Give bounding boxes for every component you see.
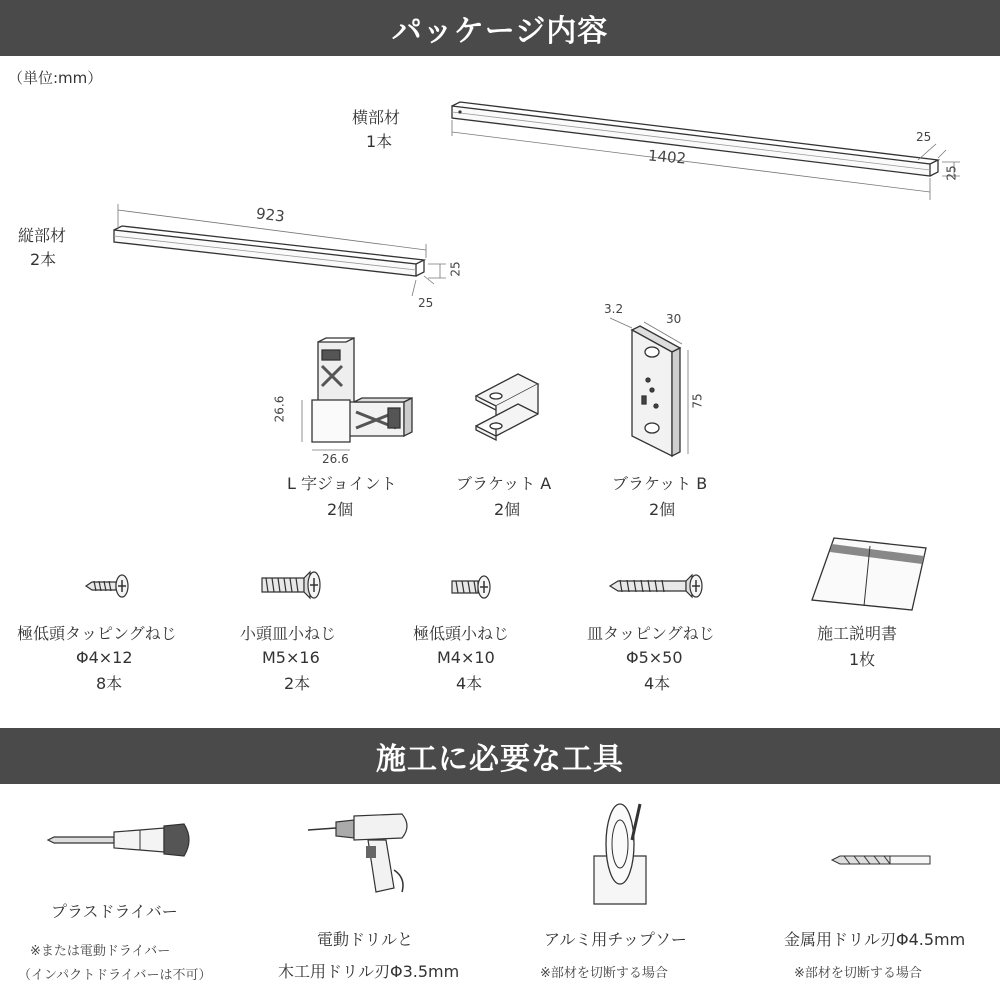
metal-drill-bit-illustration [830, 850, 934, 870]
screw-2-name: 小頭皿小ねじ [240, 624, 337, 643]
bracket-b-height-label: 75 [690, 393, 705, 409]
horizontal-width-label: 25 [916, 130, 932, 144]
manual-qty: 1枚 [849, 650, 876, 669]
l-joint-name: L 字ジョイント [287, 474, 397, 493]
tool-4-note1: ※部材を切断する場合 [794, 966, 922, 981]
bracket-a-illustration [466, 370, 556, 450]
horizontal-length-label: 1402 [647, 146, 687, 168]
l-joint-qty: 2個 [327, 500, 354, 519]
screw-4-name: 皿タッピングねじ [587, 624, 715, 643]
screw-3-name: 極低頭小ねじ [413, 624, 510, 643]
tool-1-note1: ※または電動ドライバー [30, 944, 171, 959]
bracket-b-name: ブラケット B [612, 474, 708, 493]
tool-2-name: 電動ドリルと [317, 930, 414, 949]
tool-1-note2: （インパクトドライバーは不可） [18, 968, 212, 983]
vertical-member-name: 縦部材 [18, 226, 67, 245]
l-joint-illustration [296, 336, 416, 456]
screw-2-qty: 2本 [284, 674, 311, 693]
vertical-width-label: 25 [418, 296, 434, 310]
tool-2-note1: 木工用ドリル刃Φ3.5mm [278, 962, 460, 981]
bracket-b-illustration [604, 316, 714, 466]
vertical-length-label: 923 [255, 204, 286, 226]
electric-drill-illustration [306, 808, 416, 898]
tool-4-name: 金属用ドリル刃Φ4.5mm [784, 930, 966, 949]
screw-4-illustration [608, 572, 708, 600]
l-joint-width-label: 26.6 [322, 452, 349, 466]
screw-1-size: Φ4×12 [76, 648, 133, 667]
horizontal-member-qty: 1本 [366, 132, 393, 151]
screwdriver-illustration [44, 820, 200, 860]
vertical-member-qty: 2本 [30, 250, 57, 269]
horizontal-bar-illustration [440, 100, 980, 210]
screw-3-illustration [450, 574, 496, 600]
screw-1-qty: 8本 [96, 674, 123, 693]
tool-3-note1: ※部材を切断する場合 [540, 966, 668, 981]
tool-1-name: プラスドライバー [51, 902, 178, 921]
required-tools-banner [0, 728, 1000, 784]
l-joint-height-label: 26.6 [272, 395, 287, 423]
screw-1-name: 極低頭タッピングねじ [17, 624, 177, 643]
manual-illustration [806, 534, 930, 614]
tool-3-name: アルミ用チップソー [544, 930, 687, 949]
bracket-b-thickness-label: 3.2 [604, 302, 624, 316]
horizontal-member-name: 横部材 [352, 108, 401, 127]
screw-4-size: Φ5×50 [626, 648, 683, 667]
manual-name: 施工説明書 [817, 624, 898, 643]
required-tools-title: 施工に必要な工具 [376, 742, 624, 777]
bracket-b-qty: 2個 [649, 500, 676, 519]
bracket-b-width-label: 30 [666, 312, 682, 326]
vertical-height-label: 25 [448, 261, 463, 277]
screw-2-illustration [258, 570, 328, 600]
screw-3-size: M4×10 [437, 648, 495, 667]
screw-2-size: M5×16 [262, 648, 320, 667]
horizontal-height-label: 25 [944, 165, 959, 181]
unit-note: （単位:mm） [8, 69, 103, 87]
package-contents-banner [0, 0, 1000, 56]
chip-saw-illustration [584, 800, 668, 910]
bracket-a-name: ブラケット A [456, 474, 552, 493]
screw-4-qty: 4本 [644, 674, 671, 693]
package-contents-title: パッケージ内容 [391, 14, 609, 49]
screw-1-illustration [84, 572, 134, 600]
screw-3-qty: 4本 [456, 674, 483, 693]
bracket-a-qty: 2個 [494, 500, 521, 519]
